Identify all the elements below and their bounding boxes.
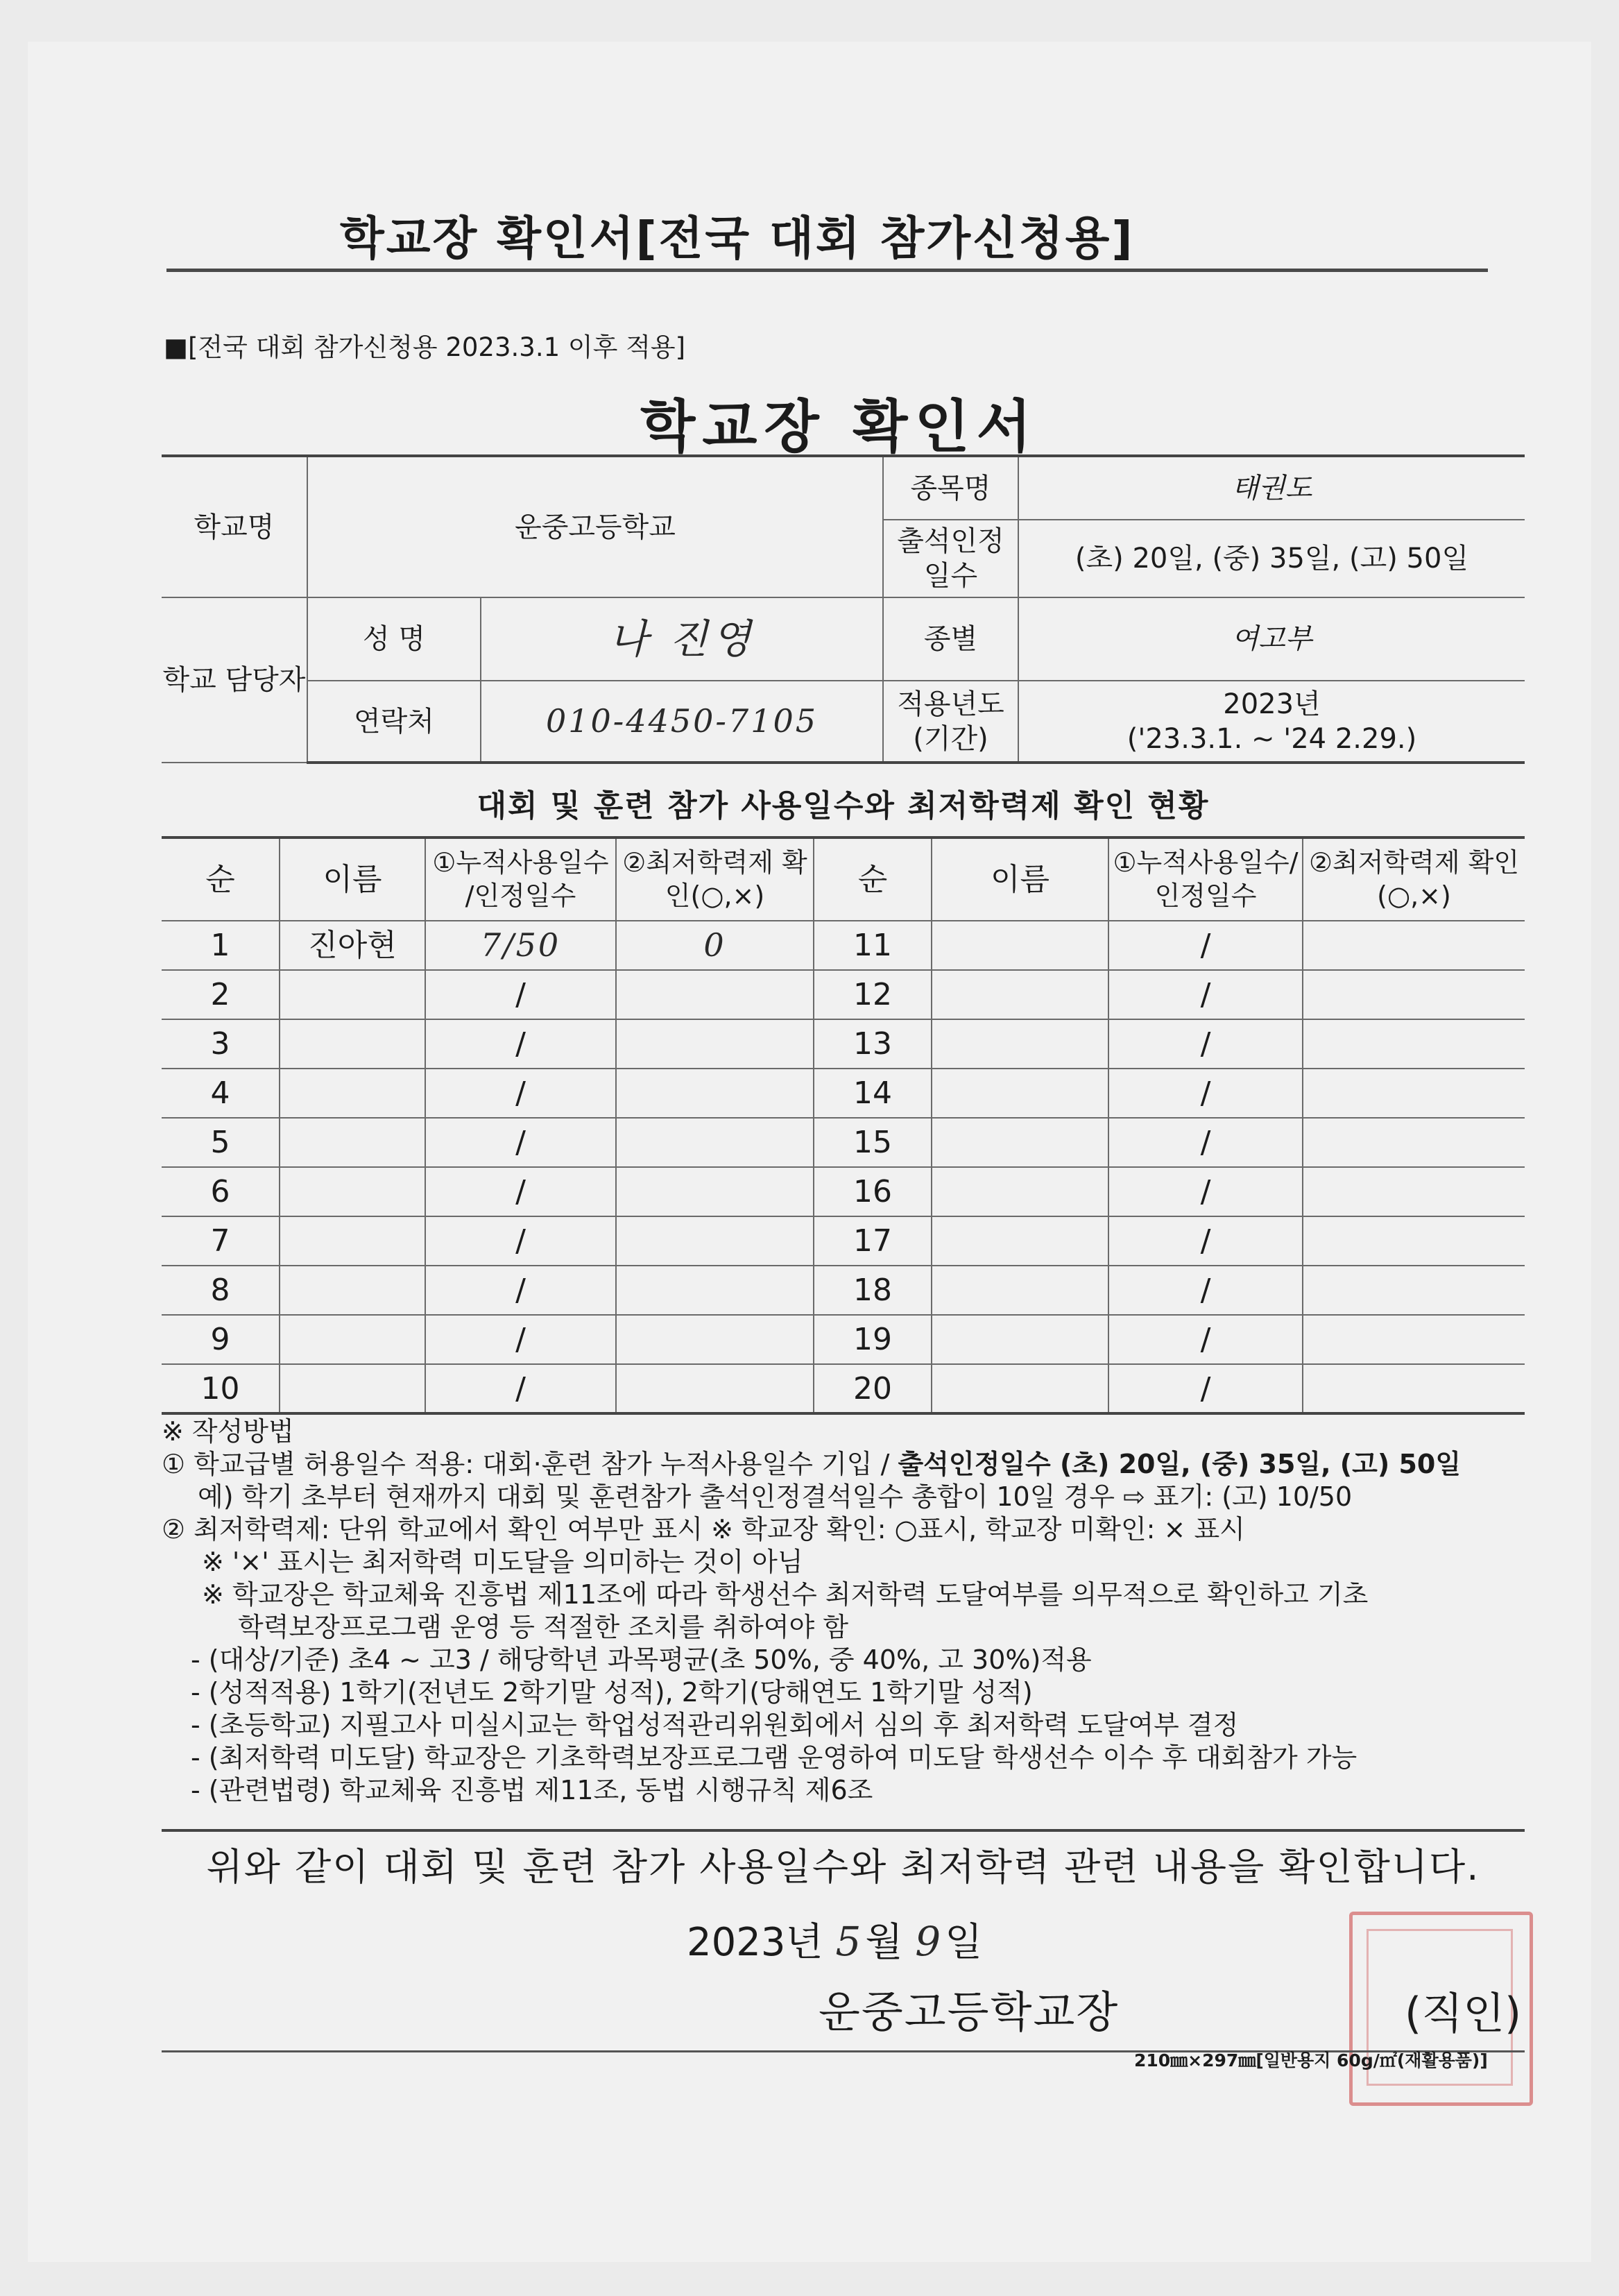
attendance-value: (초) 20일, (중) 35일, (고) 50일 <box>1018 520 1525 597</box>
row-name <box>280 1364 425 1413</box>
row-name: 진아현 <box>280 921 425 970</box>
note-bullet: - (초등학교) 지필고사 미실시교는 학업성적관리위원회에서 심의 후 최저학력 도달여부 결정 <box>191 1710 1239 1740</box>
roster-title: 대회 및 훈련 참가 사용일수와 최저학력제 확인 현황 <box>477 788 1210 824</box>
table-row <box>162 921 1525 970</box>
row-no: 7 <box>162 1216 280 1266</box>
note-bullet: - (관련법령) 학교체육 진흥법 제11조, 동법 시행규칙 제6조 <box>191 1775 873 1805</box>
row-check <box>616 1364 814 1413</box>
row-check <box>1303 970 1525 1019</box>
col-check: ②최저학력제 확인(○,×) <box>616 837 814 921</box>
row-name <box>280 1315 425 1364</box>
name-label: 성 명 <box>307 597 481 681</box>
note-bullet: - (최저학력 미도달) 학교장은 기초학력보장프로그램 운영하여 미도달 학생선수 이수 후 대회참가 가능 <box>191 1742 1357 1773</box>
row-check <box>1303 1019 1525 1069</box>
row-name <box>280 1266 425 1315</box>
row-check <box>1303 1167 1525 1216</box>
row-check <box>1303 1266 1525 1315</box>
row-check <box>1303 1364 1525 1413</box>
row-no: 13 <box>814 1019 932 1069</box>
date-day-label: 일 <box>945 1920 983 1965</box>
note-item-2-sub-2-cont: 학력보장프로그램 운영 등 적절한 조치를 취하여야 함 <box>238 1612 849 1642</box>
note-item-1: ① 학교급별 허용일수 적용: 대회·훈련 참가 누적사용일수 기입 / 출석인정일수 (초) 20일, (중) 35일, (고) 50일 <box>162 1449 1462 1479</box>
table-row <box>162 970 1525 1019</box>
date-day: 9 <box>915 1918 945 1965</box>
table-row <box>162 1069 1525 1118</box>
row-no: 14 <box>814 1069 932 1118</box>
row-check <box>616 1019 814 1069</box>
header-title: 학교장 확인서[전국 대회 참가신청용] <box>340 212 1135 265</box>
contact-value: 010-4450-7105 <box>481 681 883 763</box>
principal-name: 운중고등학교장 <box>819 1987 1120 2037</box>
row-check <box>1303 1216 1525 1266</box>
col-check: ②최저학력제 확인(○,×) <box>1303 837 1525 921</box>
row-check <box>616 1069 814 1118</box>
col-days: ①누적사용일수 /인정일수 <box>425 837 616 921</box>
row-no: 4 <box>162 1069 280 1118</box>
row-name <box>932 1069 1108 1118</box>
row-name <box>280 1019 425 1069</box>
col-days: ①누적사용일수/ 인정일수 <box>1108 837 1303 921</box>
row-days: / <box>1108 1019 1303 1069</box>
row-days: / <box>425 1167 616 1216</box>
note-bullet: - (대상/기준) 초4 ~ 고3 / 해당학년 과목평균(초 50%, 중 40%, 고 30%)적용 <box>191 1644 1092 1675</box>
row-days: / <box>425 970 616 1019</box>
row-no: 3 <box>162 1019 280 1069</box>
notes-heading: ※ 작성방법 <box>162 1416 294 1447</box>
row-days: / <box>1108 1118 1303 1167</box>
row-no: 19 <box>814 1315 932 1364</box>
table-row <box>162 1315 1525 1364</box>
row-no: 15 <box>814 1118 932 1167</box>
contact-label: 연락처 <box>307 681 481 763</box>
col-no: 순 <box>162 837 280 921</box>
instructions <box>162 1415 1535 1807</box>
roster-table <box>162 836 1525 1415</box>
row-name <box>932 1167 1108 1216</box>
row-days: / <box>1108 970 1303 1019</box>
row-name <box>932 1216 1108 1266</box>
issue-date <box>687 1912 982 1967</box>
info-table <box>162 454 1525 764</box>
row-no: 17 <box>814 1216 932 1266</box>
row-name <box>280 1118 425 1167</box>
row-days: / <box>1108 921 1303 970</box>
row-days: / <box>425 1315 616 1364</box>
row-check <box>616 970 814 1019</box>
note-item-2-sub-1: ※ '×' 표시는 최저학력 미도달을 의미하는 것이 아님 <box>202 1547 803 1577</box>
row-days: / <box>1108 1315 1303 1364</box>
row-no: 5 <box>162 1118 280 1167</box>
row-name <box>932 921 1108 970</box>
row-no: 9 <box>162 1315 280 1364</box>
division-value: 여고부 <box>1018 597 1525 681</box>
row-name <box>280 970 425 1019</box>
row-days: / <box>425 1069 616 1118</box>
table-row <box>162 1167 1525 1216</box>
note-item-2: ② 최저학력제: 단위 학교에서 확인 여부만 표시 ※ 학교장 확인: ○표시, 학교장 미확인: × 표시 <box>162 1514 1245 1545</box>
row-no: 8 <box>162 1266 280 1315</box>
row-days: / <box>1108 1266 1303 1315</box>
note-item-2-sub-2: ※ 학교장은 학교체육 진흥법 제11조에 따라 학생선수 최저학력 도달여부를 의무적으로 확인하고 기초 <box>202 1579 1369 1610</box>
row-no: 2 <box>162 970 280 1019</box>
row-days: / <box>425 1019 616 1069</box>
row-name <box>932 1118 1108 1167</box>
row-name <box>932 1364 1108 1413</box>
row-no: 1 <box>162 921 280 970</box>
col-no: 순 <box>814 837 932 921</box>
table-row <box>162 1266 1525 1315</box>
year-cell <box>1018 681 1525 763</box>
row-check <box>1303 1118 1525 1167</box>
year-label: 적용년도 (기간) <box>883 681 1018 763</box>
confirmation-statement: 위와 같이 대회 및 훈련 참가 사용일수와 최저학력 관련 내용을 확인합니다. <box>206 1845 1480 1889</box>
row-check <box>1303 921 1525 970</box>
row-check: 0 <box>616 921 814 970</box>
row-name <box>280 1167 425 1216</box>
row-days: / <box>425 1216 616 1266</box>
row-days: / <box>425 1364 616 1413</box>
row-name <box>280 1216 425 1266</box>
date-month-label: 월 <box>865 1920 903 1965</box>
row-check <box>1303 1315 1525 1364</box>
row-name <box>932 1266 1108 1315</box>
school-value: 운중고등학교 <box>307 456 883 597</box>
table-row <box>162 1118 1525 1167</box>
row-no: 6 <box>162 1167 280 1216</box>
header-rule <box>166 269 1488 272</box>
division-label: 종별 <box>883 597 1018 681</box>
row-no: 10 <box>162 1364 280 1413</box>
attendance-label: 출석인정 일수 <box>883 520 1018 597</box>
row-days: / <box>425 1266 616 1315</box>
table-row <box>162 1019 1525 1069</box>
note-item-1-example: 예) 학기 초부터 현재까지 대회 및 훈련참가 출석인정결석일수 총합이 10일 경우 ⇨ 표기: (고) 10/50 <box>198 1481 1353 1512</box>
name-value: 나 진영 <box>481 597 883 681</box>
date-month: 5 <box>835 1918 866 1965</box>
row-check <box>616 1266 814 1315</box>
col-name: 이름 <box>932 837 1108 921</box>
row-check <box>1303 1069 1525 1118</box>
row-no: 12 <box>814 970 932 1019</box>
document-title: 학교장 확인서 <box>640 394 1038 460</box>
manager-label: 학교 담당자 <box>162 597 307 763</box>
row-check <box>616 1118 814 1167</box>
table-row <box>162 1216 1525 1266</box>
row-no: 18 <box>814 1266 932 1315</box>
row-check <box>616 1315 814 1364</box>
date-year: 2023년 <box>687 1920 823 1965</box>
row-check <box>616 1167 814 1216</box>
row-days: / <box>1108 1069 1303 1118</box>
apply-note: ■[전국 대회 참가신청용 2023.3.1 이후 적용] <box>164 332 686 362</box>
row-no: 20 <box>814 1364 932 1413</box>
sport-label: 종목명 <box>883 456 1018 520</box>
row-name <box>932 1315 1108 1364</box>
school-label: 학교명 <box>162 456 307 597</box>
row-days: / <box>1108 1364 1303 1413</box>
row-days: / <box>425 1118 616 1167</box>
row-no: 11 <box>814 921 932 970</box>
confirm-rule <box>162 1829 1525 1832</box>
row-check <box>616 1216 814 1266</box>
paper-spec: 210㎜×297㎜[일반용지 60g/㎡(재활용품)] <box>1134 2050 1488 2070</box>
row-name <box>932 1019 1108 1069</box>
row-days: 7/50 <box>425 921 616 970</box>
year-period: ('23.3.1. ~ '24 2.29.) <box>1127 722 1417 755</box>
sport-value: 태권도 <box>1018 456 1525 520</box>
row-days: / <box>1108 1216 1303 1266</box>
year-value: 2023년 <box>1223 688 1321 720</box>
row-no: 16 <box>814 1167 932 1216</box>
note-bullet: - (성적적용) 1학기(전년도 2학기말 성적), 2학기(당해연도 1학기말 성적) <box>191 1677 1033 1708</box>
row-name <box>932 970 1108 1019</box>
col-name: 이름 <box>280 837 425 921</box>
seal-label: (직인) <box>1405 1988 1522 2039</box>
row-days: / <box>1108 1167 1303 1216</box>
row-name <box>280 1069 425 1118</box>
table-row <box>162 1364 1525 1413</box>
